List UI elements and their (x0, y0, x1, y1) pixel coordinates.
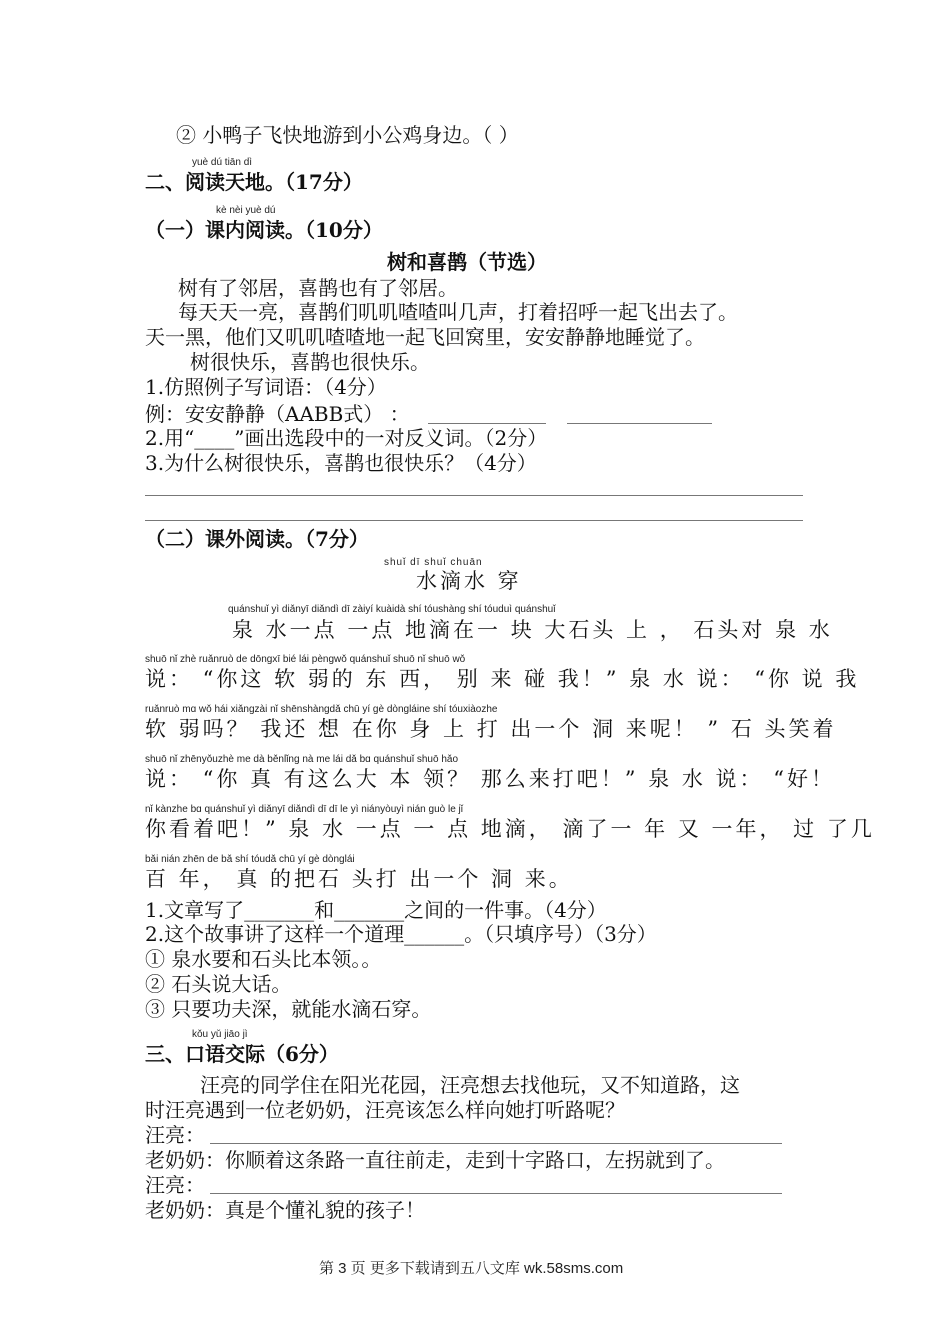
dialog-line: 汪亮： (145, 1173, 205, 1197)
question-item-2: ② 小鸭子飞快地游到小公鸡身边。（ ） (176, 123, 519, 147)
page-footer: 第 3 页 更多下载请到五八文库 wk.58sms.com (319, 1260, 624, 1277)
option: ② 石头说大话。 (145, 972, 292, 996)
passage-line: 树很快乐，喜鹊也很快乐。 (190, 350, 430, 374)
section2-title: 二、阅读天地。（17分） (145, 170, 363, 194)
passage-line: 每天天一亮，喜鹊们叽叽喳喳叫几声，打着招呼一起飞出去了。 (178, 300, 738, 324)
answer-blank[interactable] (428, 423, 546, 424)
answer-line[interactable] (210, 1143, 782, 1144)
question-3: 3.为什么树很快乐，喜鹊也很快乐？（4分） (145, 451, 537, 475)
story-pinyin: quánshuǐ yì diǎnyī diǎndì dī zàiyí kuàidà shí tóushàng shí tóuduì quánshuǐ (228, 604, 556, 615)
answer-line[interactable] (145, 495, 803, 496)
story-pinyin: shuō nǐ zhēnyǒuzhè me dà běnlǐng nà me lái dǎ bɑ quánshuǐ shuō hǎo (145, 754, 459, 765)
intro-line: 汪亮的同学住在阳光花园，汪亮想去找他玩，又不知道路，这 (200, 1073, 740, 1097)
story-line: 泉 水一点 一点 地滴在一 块 大石头 上 ， 石头对 泉 水 (232, 618, 833, 642)
dialog-line: 老奶奶：你顺着这条路一直往前走，走到十字路口，左拐就到了。 (145, 1148, 725, 1172)
story-pinyin: bǎi nián zhēn de bǎ shí tóudǎ chū yí gè dònglái (145, 854, 355, 865)
part2-title: （二）课外阅读。（7分） (145, 527, 369, 551)
passage-line: 树有了邻居，喜鹊也有了邻居。 (178, 276, 458, 300)
passage-line: 天一黑，他们又叽叽喳喳地一起飞回窝里，安安静静地睡觉了。 (145, 325, 705, 349)
answer-blank[interactable] (567, 423, 712, 424)
question-2: 2.用“____”画出选段中的一对反义词。（2分） (145, 426, 548, 450)
option: ① 泉水要和石头比本领。。 (145, 947, 382, 971)
dialog-line: 老奶奶：真是个懂礼貌的孩子！ (145, 1198, 425, 1222)
story-title-pinyin: shuǐ dī shuǐ chuān (384, 557, 483, 568)
passage-title: 树和喜鹊（节选） (387, 250, 547, 274)
section3-title: 三、口语交际（6分） (145, 1042, 339, 1066)
story-pinyin: ruǎnruò mɑ wǒ hái xiǎngzài nǐ shēnshàngdǎ chū yí gè dòngláine shí tóuxiàozhe (145, 704, 498, 715)
question-2: 2.这个故事讲了这样一个道理______。（只填序号）（3分） (145, 922, 657, 946)
answer-line[interactable] (210, 1193, 782, 1194)
story-line: 软 弱吗？ 我还 想 在你 身 上 打 出一个 洞 来呢！ ” 石 头笑着 (145, 717, 837, 741)
question-1: 1.仿照例子写词语：（4分） (145, 375, 387, 399)
section3-pinyin: kǒu yǔ jiāo jì (192, 1029, 248, 1040)
story-line: 百 年， 真 的把石 头打 出一个 洞 来。 (145, 867, 573, 891)
question-1: 1.文章写了_______和_______之间的一件事。（4分） (145, 898, 607, 922)
answer-line[interactable] (145, 520, 803, 521)
intro-line: 时汪亮遇到一位老奶奶，汪亮该怎么样向她打听路呢？ (145, 1098, 625, 1122)
part1-pinyin: kè nèi yuè dú (216, 205, 276, 216)
story-pinyin: shuō nǐ zhè ruǎnruò de dōngxī bié lái pèngwǒ quánshuǐ shuō nǐ shuō wǒ (145, 654, 466, 665)
question-1-example: 例：安安静静（AABB式） ： (145, 402, 410, 426)
story-line: 说： “你 真 有这么大 本 领？ 那么来打吧！” 泉 水 说： “好！ (145, 767, 835, 791)
option: ③ 只要功夫深，就能水滴石穿。 (145, 997, 432, 1021)
story-line: 你看着吧！” 泉 水 一点 一 点 地滴， 滴了一 年 又 一年， 过 了几 (145, 817, 875, 841)
story-title: 水滴水 穿 (416, 569, 522, 593)
story-line: 说： “你这 软 弱的 东 西， 别 来 碰 我！” 泉 水 说： “你 说 我 (145, 667, 860, 691)
story-pinyin: nǐ kànzhe bɑ quánshuǐ yì diǎnyī diǎndì dī dī le yì niányòuyì nián ɡuò le jǐ (145, 804, 463, 815)
section2-pinyin: yuè dú tiān dì (192, 157, 253, 168)
dialog-line: 汪亮： (145, 1123, 205, 1147)
part1-title: （一）课内阅读。（10分） (145, 218, 383, 242)
